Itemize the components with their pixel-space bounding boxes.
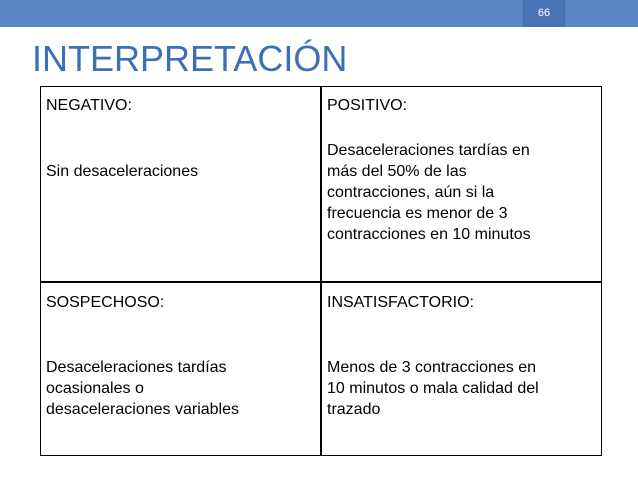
cell-body-positive: Desaceleraciones tardías en más del 50% de las contracciones, aún si la frecuencia es menor de 3 contracciones en 10 minutos — [327, 142, 531, 243]
table-cell-unsatisfactory — [327, 292, 597, 420]
page-number: 66 — [537, 7, 551, 19]
table-cell-positive — [327, 95, 597, 245]
table-row-divider — [41, 281, 601, 283]
cell-body-negative: Sin desaceleraciones — [46, 163, 199, 180]
cell-heading-positive: POSITIVO: — [327, 97, 408, 114]
cell-body-suspicious: Desaceleraciones tardías ocasionales o desaceleraciones variables — [46, 359, 239, 418]
page-number-box — [523, 0, 565, 27]
cell-body-unsatisfactory: Menos de 3 contracciones en 10 minutos o mala calidad del trazado — [327, 359, 539, 418]
table-cell-suspicious — [46, 292, 314, 420]
table-cell-negative — [46, 95, 314, 182]
interpretation-table — [40, 86, 602, 456]
table-column-divider — [320, 87, 322, 455]
cell-heading-suspicious: SOSPECHOSO: — [46, 294, 165, 311]
slide-title: INTERPRETACIÓN — [32, 38, 348, 79]
cell-heading-negative: NEGATIVO: — [46, 97, 132, 114]
cell-heading-unsatisfactory: INSATISFACTORIO: — [327, 294, 474, 311]
